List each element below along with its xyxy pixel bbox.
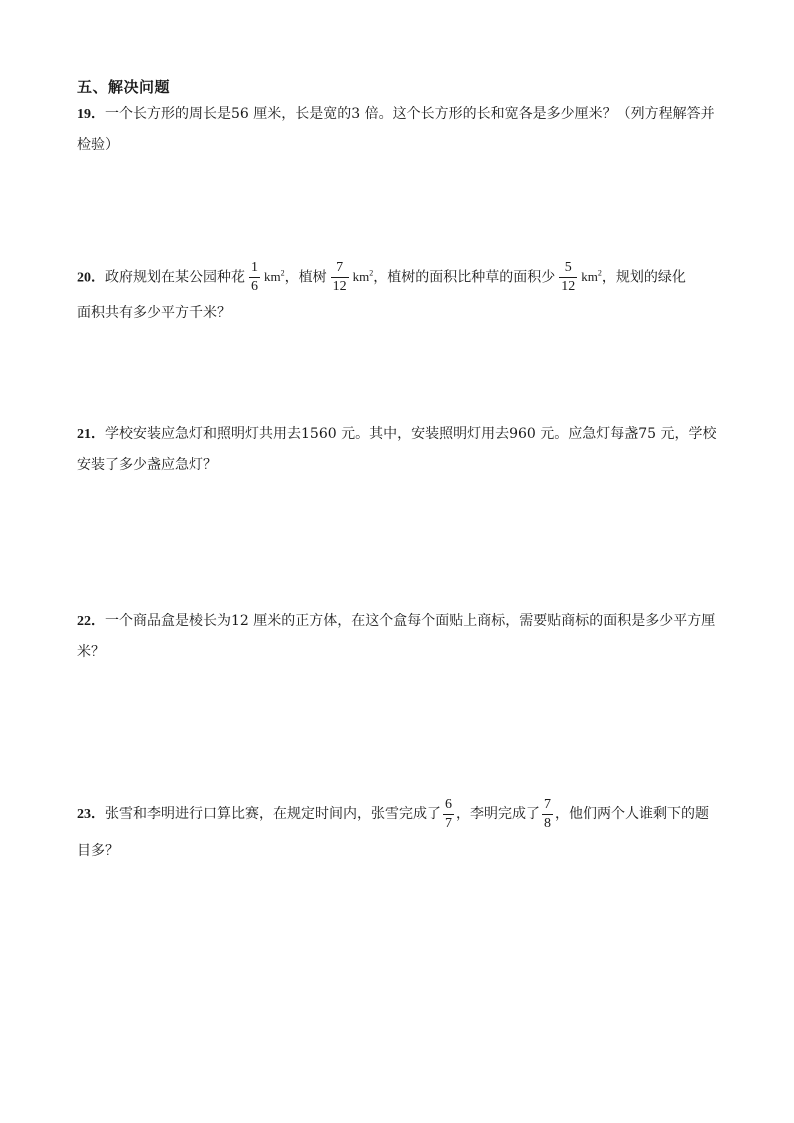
fraction [249, 260, 260, 294]
question-22-line-1 [77, 606, 749, 637]
numerator: 5 [559, 260, 577, 277]
question-number: 20． [77, 270, 105, 286]
question-23-line-2: 目多？ [77, 843, 119, 859]
question-19 [77, 99, 749, 160]
question-21-line-2: 安装了多少盏应急灯？ [77, 457, 217, 473]
question-text: 张雪和李明进行口算比赛，在规定时间内，张雪完成了 [105, 806, 441, 822]
question-19-line-1 [77, 99, 749, 130]
numerator: 7 [331, 260, 349, 277]
unit: $km^2$ [264, 269, 285, 285]
question-23 [77, 793, 749, 866]
question-text: 政府规划在某公园种花 [105, 269, 245, 286]
question-text: ，李明完成了 [456, 806, 540, 822]
question-text: ，规划的绿化 [601, 269, 686, 286]
denominator: 12 [332, 278, 347, 294]
question-20 [77, 253, 749, 327]
numerator: 6 [443, 797, 454, 814]
denominator: 6 [251, 278, 258, 294]
question-22 [77, 606, 749, 667]
question-number: 23． [77, 807, 105, 822]
fraction [331, 260, 349, 294]
question-text: ，植树的面积比种草的面积少 [373, 269, 556, 286]
numerator: 7 [542, 797, 553, 814]
question-21 [77, 419, 749, 480]
question-text: 一个长方形的周长是56 厘米，长是宽的3 倍。这个长方形的长和宽各是多少厘米？（列方程解答并 [105, 106, 715, 122]
question-21-line-1 [77, 419, 749, 450]
question-number: 19． [77, 107, 105, 122]
question-text: ，植树 [284, 269, 327, 286]
question-22-line-2: 米？ [77, 644, 105, 660]
question-19-line-2: 检验） [77, 137, 119, 153]
question-text: 学校安装应急灯和照明灯共用去1560 元。其中，安装照明灯用去960 元。应急灯每盏75 元，学校 [105, 426, 717, 442]
unit: $km^2$ [581, 269, 602, 285]
question-20-line-1 [77, 253, 749, 299]
numerator: 1 [249, 260, 260, 277]
question-23-line-1 [77, 793, 749, 836]
fraction [542, 797, 553, 831]
fraction [443, 797, 454, 831]
question-20-line-2: 面积共有多少平方千米？ [77, 305, 231, 322]
denominator: 8 [544, 815, 551, 831]
question-text: ，他们两个人谁剩下的题 [555, 806, 709, 822]
denominator: 12 [561, 278, 576, 294]
question-text: 一个商品盒是棱长为12 厘米的正方体，在这个盒每个面贴上商标，需要贴商标的面积是多少平方厘 [105, 613, 716, 629]
question-number: 22． [77, 614, 105, 629]
fraction [559, 260, 577, 294]
unit: $km^2$ [352, 269, 374, 285]
question-number: 21． [77, 427, 105, 442]
denominator: 7 [445, 815, 452, 831]
section-title: 五、解决问题 [77, 78, 171, 96]
